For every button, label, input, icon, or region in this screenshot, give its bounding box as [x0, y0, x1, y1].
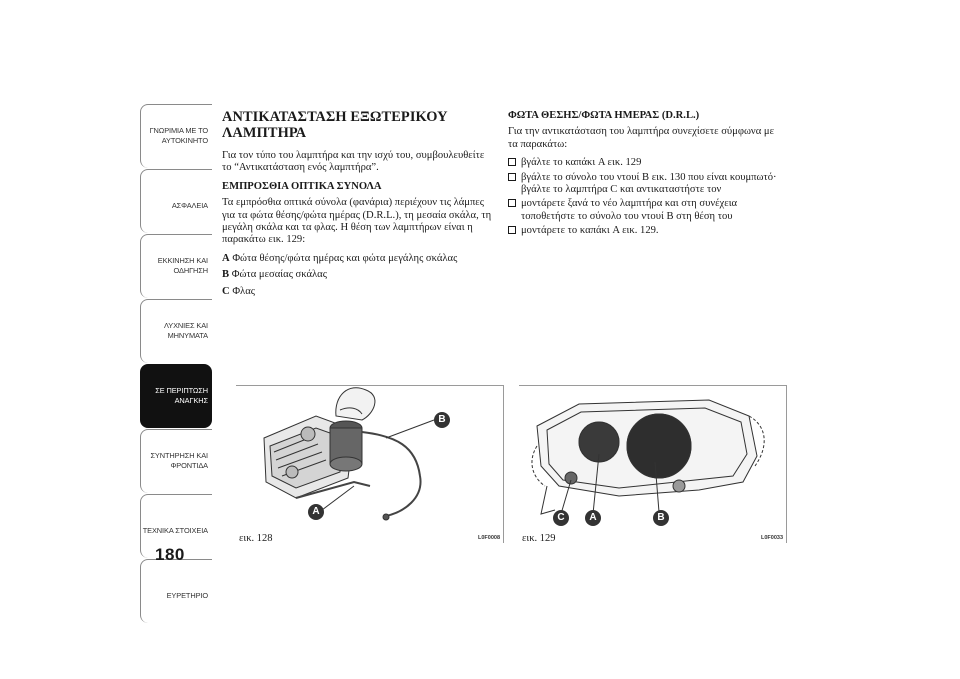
- left-column: [222, 110, 492, 302]
- page-number: 180: [155, 545, 185, 564]
- figure-129: [519, 385, 787, 543]
- tab-index[interactable]: ΕΥΡΕΤΗΡΙΟ: [140, 559, 212, 623]
- section-paragraph: Τα εμπρόσθια οπτικά σύνολα (φανάρια) περιέχουν τις λάμπες για τα φώτα θέσης/φώτα ημέρας (D.R.L.), τη μεσαία σκάλα, τη μεγάλη σκάλα και τα φλας. Η θέση των λαμπτήρων είναι η παρακάτω εικ. 129:: [222, 197, 492, 246]
- step-item: βγάλτε το σύνολο του ντουί B εικ. 130 που είναι κουμπωτό· βγάλτε το λαμπτήρα C και αντικαταστήστε τον: [508, 172, 780, 197]
- tab-starting-driving[interactable]: ΕΚΚΙΝΗΣΗ ΚΑΙ ΟΔΗΓΗΣΗ: [140, 234, 212, 298]
- figure-caption: εικ. 129: [522, 533, 556, 544]
- tab-getting-to-know-car[interactable]: ΓΝΩΡΙΜΙΑ ΜΕ ΤΟ ΑΥΤΟΚΙΝΗΤΟ: [140, 104, 212, 168]
- callout-A: A: [308, 504, 324, 520]
- right-column: [508, 110, 780, 240]
- page-title: ΑΝΤΙΚΑΤΑΣΤΑΣΗ ΕΞΩΤΕΡΙΚΟΥ ΛΑΜΠΤΗΡΑ: [222, 109, 448, 141]
- checkbox-bullet-icon: [508, 199, 516, 207]
- legend-item: B Φώτα μεσαίας σκάλας: [222, 269, 327, 281]
- intro-paragraph: Για τον τύπο του λαμπτήρα και την ισχύ του, συμβουλευθείτε το “Αντικατάσταση ενός λαμπτήρα”.: [222, 150, 485, 174]
- step-item: μοντάρετε το καπάκι A εικ. 129.: [508, 225, 780, 237]
- callout-B: B: [653, 510, 669, 526]
- checkbox-bullet-icon: [508, 226, 516, 234]
- section-heading: ΕΜΠΡΟΣΘΙΑ ΟΠΤΙΚΑ ΣΥΝΟΛΑ: [222, 180, 382, 192]
- tab-warning-lights[interactable]: ΛΥΧΝΙΕΣ ΚΑΙ ΜΗΝΥΜΑΤΑ: [140, 299, 212, 363]
- legend-item: A Φώτα θέσης/φώτα ημέρας και φώτα μεγάλης σκάλας: [222, 252, 458, 264]
- step-item: βγάλτε το καπάκι A εικ. 129: [508, 157, 780, 169]
- figure-128: [236, 385, 504, 543]
- figure-code: L0F0008: [477, 535, 500, 541]
- headlamp-rear-illustration: [236, 386, 504, 544]
- legend-item: C Φλας: [222, 285, 255, 297]
- checkbox-bullet-icon: [508, 173, 516, 181]
- callout-B: B: [434, 412, 450, 428]
- step-item: μοντάρετε ξανά το νέο λαμπτήρα και στη συνέχεια τοποθετήστε το σύνολο του ντουί B στη θέση του: [508, 198, 780, 223]
- tab-technical-specs[interactable]: ΤΕΧΝΙΚΑ ΣΤΟΙΧΕΙΑ: [140, 494, 212, 558]
- tab-maintenance[interactable]: ΣΥΝΤΗΡΗΣΗ ΚΑΙ ΦΡΟΝΤΙΔΑ: [140, 429, 212, 493]
- checkbox-bullet-icon: [508, 158, 516, 166]
- steps-list: [508, 157, 780, 237]
- callout-C: C: [553, 510, 569, 526]
- callout-A: A: [585, 510, 601, 526]
- subsection-intro: Για την αντικατάσταση του λαμπτήρα συνεχίσετε σύμφωνα με τα παρακάτω:: [508, 126, 775, 150]
- tab-safety[interactable]: ΑΣΦΑΛΕΙΑ: [140, 169, 212, 233]
- subsection-heading: ΦΩΤΑ ΘΕΣΗΣ/ΦΩΤΑ ΗΜΕΡΑΣ (D.R.L.): [508, 110, 700, 121]
- tab-emergency[interactable]: ΣΕ ΠΕΡΙΠΤΩΣΗ ΑΝΑΓΚΗΣ: [140, 364, 212, 428]
- figure-code: L0F0033: [760, 535, 783, 541]
- figure-caption: εικ. 128: [239, 533, 273, 544]
